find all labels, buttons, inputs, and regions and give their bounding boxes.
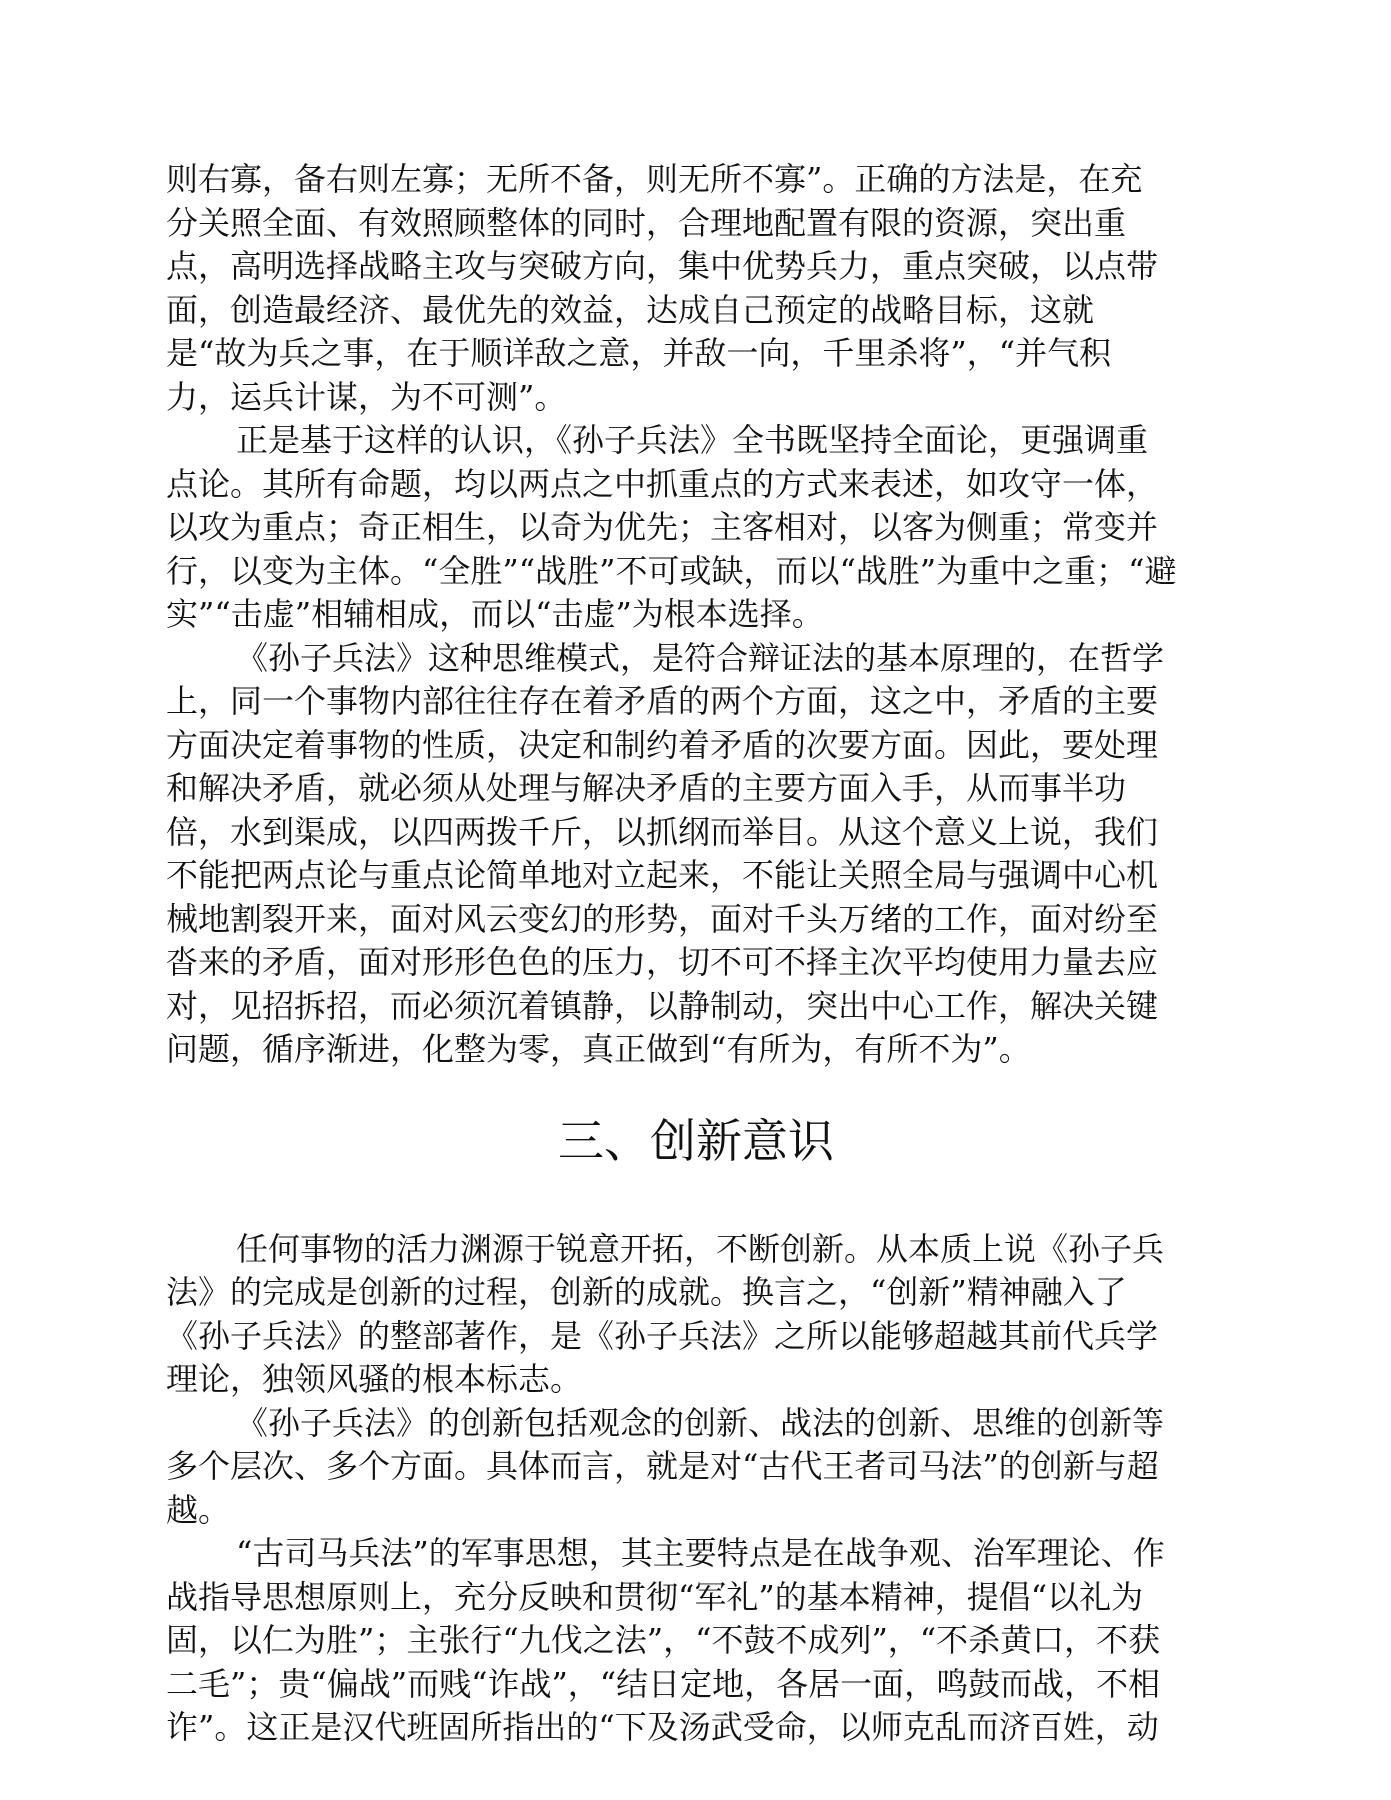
text-line: 分关照全面、有效照顾整体的同时，合理地配置有限的资源，突出重 bbox=[166, 203, 1127, 242]
text-line: 多个层次、多个方面。具体而言，就是对“古代王者司马法”的创新与超 bbox=[166, 1447, 1159, 1485]
document-page bbox=[166, 158, 1226, 1750]
text-line: 二毛”；贵“偏战”而贱“诈战”，“结日定地，各居一面，鸣鼓而战，不相 bbox=[166, 1664, 1161, 1703]
paragraph-key-points bbox=[166, 419, 1226, 637]
text-line: 则右寡，备右则左寡；无所不备，则无所不寡”。正确的方法是，在充 bbox=[166, 160, 1143, 198]
text-line: 点，高明选择战略主攻与突破方向，集中优势兵力，重点突破，以点带 bbox=[166, 247, 1159, 285]
text-line: 固，以仁为胜”；主张行“九伐之法”，“不鼓不成列”，“不杀黄口，不获 bbox=[166, 1621, 1161, 1659]
text-line: 方面决定着事物的性质，决定和制约着矛盾的次要方面。因此，要处理 bbox=[166, 725, 1159, 764]
paragraph-dialectics bbox=[166, 637, 1226, 1072]
text-line: 诈”。这正是汉代班固所指出的“下及汤武受命，以师克乱而济百姓，动 bbox=[166, 1708, 1159, 1746]
paragraph-continued bbox=[166, 158, 1226, 419]
text-line: 任何事物的活力渊源于锐意开拓，不断创新。从本质上说《孙子兵 bbox=[236, 1229, 1165, 1268]
text-line: 行，以变为主体。“全胜”“战胜”不可或缺，而以“战胜”为重中之重；“避 bbox=[166, 551, 1177, 590]
text-line: 倍，水到渠成，以四两拨千斤，以抓纲而举目。从这个意义上说，我们 bbox=[166, 812, 1159, 851]
text-line: 械地割裂开来，面对风云变幻的形势，面对千头万绪的工作，面对纷至 bbox=[166, 899, 1159, 938]
text-line: 和解决矛盾，就必须从处理与解决矛盾的主要方面入手，从而事半功 bbox=[166, 769, 1127, 807]
text-line: 《孙子兵法》的整部著作，是《孙子兵法》之所以能够超越其前代兵学 bbox=[166, 1316, 1159, 1355]
text-line: “古司马兵法”的军事思想，其主要特点是在战争观、治军理论、作 bbox=[236, 1534, 1165, 1572]
text-line: 对，见招拆招，而必须沉着镇静，以静制动，突出中心工作，解决关键 bbox=[166, 986, 1159, 1025]
text-line: 点论。其所有命题，均以两点之中抓重点的方式来表述，如攻守一体， bbox=[166, 464, 1159, 503]
text-line: 《孙子兵法》的创新包括观念的创新、战法的创新、思维的创新等 bbox=[236, 1403, 1165, 1442]
text-line: 实”“击虚”相辅相成，而以“击虚”为根本选择。 bbox=[166, 595, 824, 633]
text-line: 以攻为重点；奇正相生，以奇为优先；主客相对，以客为侧重；常变并 bbox=[166, 508, 1159, 546]
text-line: 战指导思想原则上，充分反映和贯彻“军礼”的基本精神，提倡“以礼为 bbox=[166, 1577, 1144, 1616]
text-line: 上，同一个事物内部往往存在着矛盾的两个方面，这之中，矛盾的主要 bbox=[166, 682, 1159, 720]
paragraph-innovation-levels bbox=[166, 1402, 1226, 1533]
section-heading: 三、创新意识 bbox=[558, 1113, 834, 1168]
text-line: 《孙子兵法》这种思维模式，是符合辩证法的基本原理的，在哲学 bbox=[236, 638, 1165, 677]
text-line: 沓来的矛盾，面对形形色色的压力，切不可不择主次平均使用力量去应 bbox=[166, 943, 1159, 981]
text-line: 不能把两点论与重点论简单地对立起来，不能让关照全局与强调中心机 bbox=[166, 856, 1159, 894]
text-line: 问题，循序渐进，化整为零，真正做到“有所为，有所不为”。 bbox=[166, 1030, 1031, 1068]
text-line: 面，创造最经济、最优先的效益，达成自己预定的战略目标，这就 bbox=[166, 290, 1095, 329]
text-line: 力，运兵计谋，为不可测”。 bbox=[166, 377, 567, 416]
paragraph-innovation-intro bbox=[166, 1228, 1226, 1402]
text-line: 理论，独领风骚的根本标志。 bbox=[166, 1360, 583, 1398]
paragraph-sima-fa bbox=[166, 1532, 1226, 1750]
text-line: 越。 bbox=[166, 1490, 231, 1529]
text-line: 是“故为兵之事，在于顺详敌之意，并敌一向，千里杀将”，“并气积 bbox=[166, 334, 1112, 372]
text-line: 法》的完成是创新的过程，创新的成就。换言之，“创新”精神融入了 bbox=[166, 1273, 1127, 1311]
text-line: 正是基于这样的认识，《孙子兵法》全书既坚持全面论，更强调重 bbox=[236, 421, 1149, 459]
